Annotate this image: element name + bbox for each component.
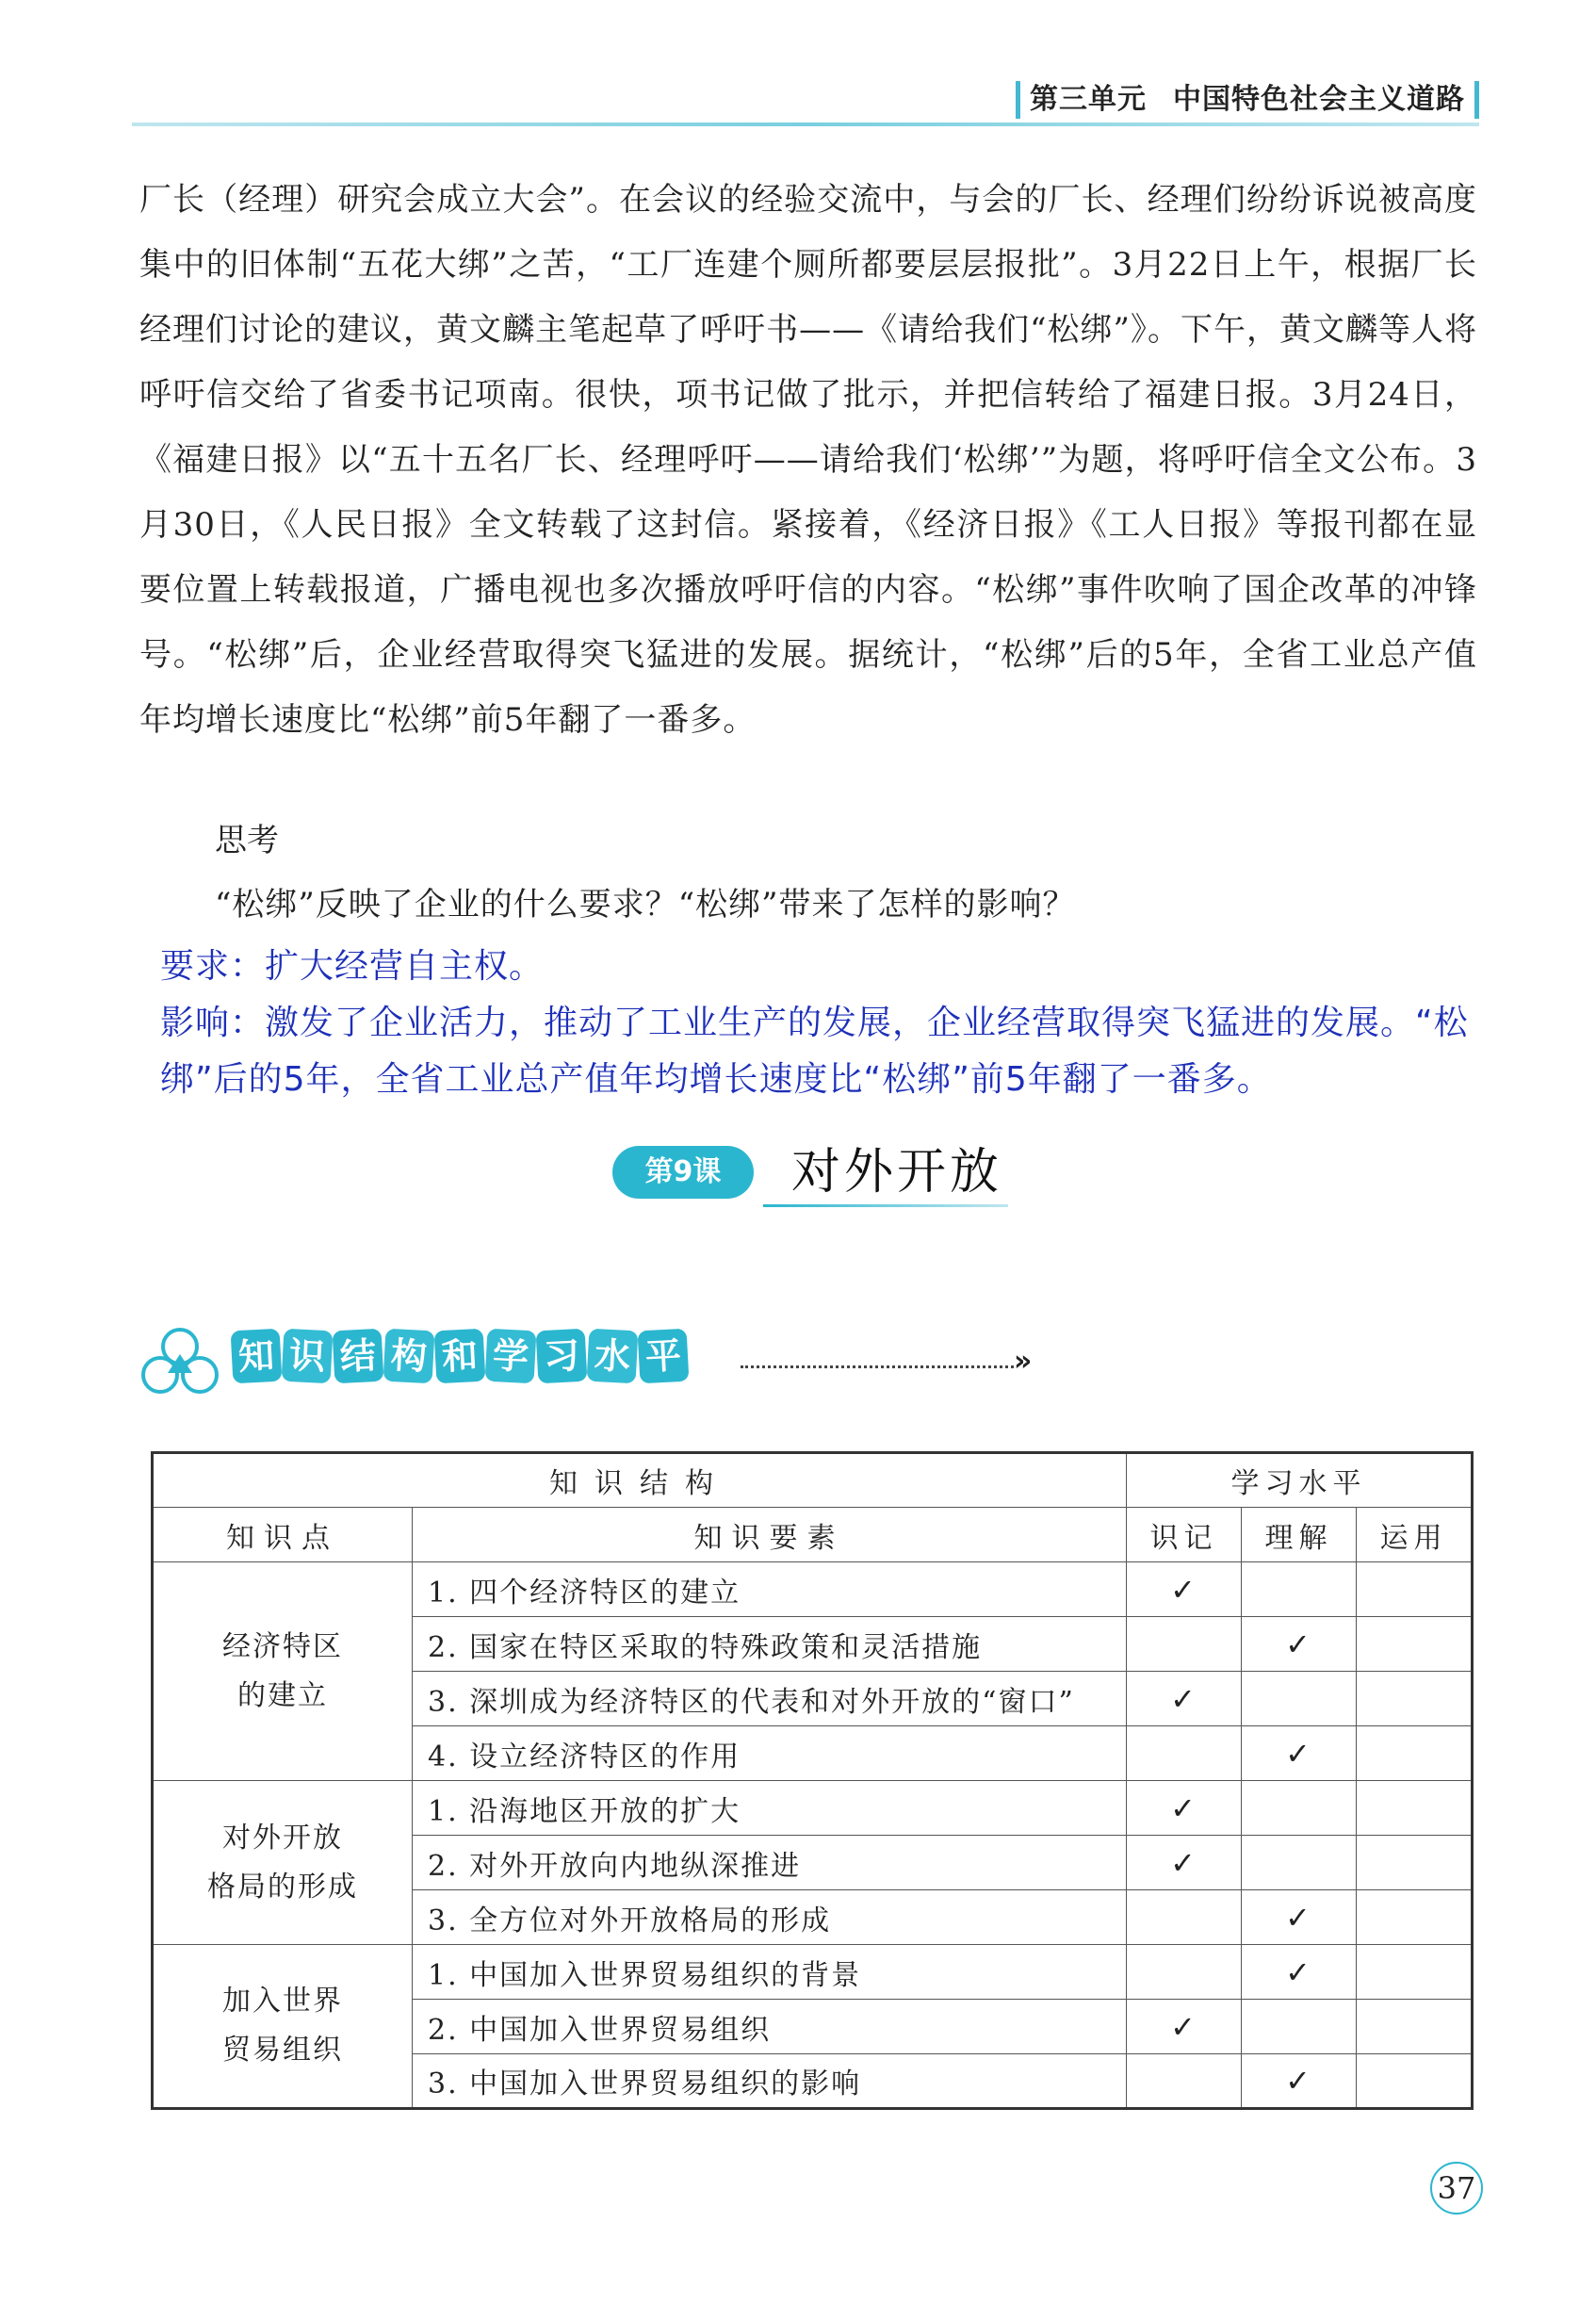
section-title-char: 学 xyxy=(485,1329,537,1384)
level-cell xyxy=(1357,1945,1473,2000)
check-mark-icon: ✓ xyxy=(1242,1945,1357,2000)
section-title-char: 习 xyxy=(536,1329,588,1384)
element-cell: 1. 四个经济特区的建立 xyxy=(413,1562,1127,1617)
element-cell: 3. 深圳成为经济特区的代表和对外开放的“窗口” xyxy=(413,1672,1127,1726)
check-mark-icon: ✓ xyxy=(1127,1672,1242,1726)
level-cell xyxy=(1357,1781,1473,1836)
level-cell xyxy=(1357,2054,1473,2109)
col-element: 知识要素 xyxy=(413,1508,1127,1562)
topic-line: 的建立 xyxy=(237,1678,328,1712)
lesson-title xyxy=(612,1142,1008,1218)
triangle-circles-icon xyxy=(138,1326,222,1398)
element-cell: 4. 设立经济特区的作用 xyxy=(413,1726,1127,1781)
level-cell xyxy=(1242,1672,1357,1726)
unit-label: 第三单元 xyxy=(1030,83,1147,116)
topic-line: 加入世界 xyxy=(222,1985,343,2018)
header-divider xyxy=(132,123,1479,126)
topic-cell xyxy=(153,1945,413,2109)
element-cell: 2. 中国加入世界贸易组织 xyxy=(413,2000,1127,2054)
level-cell xyxy=(1242,1781,1357,1836)
table-subheader-row xyxy=(153,1508,1473,1562)
level-cell xyxy=(1357,1562,1473,1617)
topic-line: 经济特区 xyxy=(222,1629,343,1663)
section-dotted-line xyxy=(741,1365,1014,1368)
paragraph-text: 厂长（经理）研究会成立大会”。在会议的经验交流中，与会的厂长、经理们纷纷诉说被高度集中的旧体制“五花大绑”之苦，“工厂连建个厕所都要层层报批”。3月22日上午，根据厂长经理们讨论的建议，黄文麟主笔起草了呼吁书——《请给我们“松绑”》。下午，黄文麟等人将呼吁信交给了省委书记项南。很快，项书记做了批示，并把信转给了福建日报。3月24日，《福建日报》以“五十五名厂长、经理呼吁——请给我们‘松绑’”为题，将呼吁信全文公布。3月30日，《人民日报》全文转载了这封信。紧接着，《经济日报》《工人日报》等报刊都在显要位置上转载报道，广播电视也多次播放呼吁信的内容。“松绑”事件吹响了国企改革的冲锋号。“松绑”后，企业经营取得突飞猛进的发展。据统计，“松绑”后的5年，全省工业总产值年均增长速度比“松绑”前5年翻了一番多。 xyxy=(139,181,1477,739)
level-cell xyxy=(1357,1890,1473,1945)
answer-requirement: 要求：扩大经营自主权。 xyxy=(160,947,545,986)
level-cell xyxy=(1127,1726,1242,1781)
check-mark-icon: ✓ xyxy=(1242,1890,1357,1945)
element-cell: 1. 沿海地区开放的扩大 xyxy=(413,1781,1127,1836)
level-cell xyxy=(1357,1726,1473,1781)
page-header xyxy=(132,77,1479,126)
level-cell xyxy=(1242,1836,1357,1890)
level-cell xyxy=(1357,1672,1473,1726)
check-mark-icon: ✓ xyxy=(1242,2054,1357,2109)
section-title-char: 识 xyxy=(282,1329,334,1384)
check-mark-icon: ✓ xyxy=(1242,1617,1357,1672)
check-mark-icon: ✓ xyxy=(1127,1781,1242,1836)
level-cell xyxy=(1357,2000,1473,2054)
body-paragraph xyxy=(139,168,1477,753)
topic-line: 格局的形成 xyxy=(207,1870,358,1904)
level-cell xyxy=(1127,2054,1242,2109)
topic-line: 贸易组织 xyxy=(222,2034,343,2067)
think-heading: 思考 xyxy=(215,822,279,859)
header-label xyxy=(1016,81,1479,119)
level-cell xyxy=(1127,1617,1242,1672)
level-cell xyxy=(1127,1945,1242,2000)
table-row xyxy=(153,1562,1473,1617)
col-level-memorize: 识记 xyxy=(1127,1508,1242,1562)
check-mark-icon: ✓ xyxy=(1242,1726,1357,1781)
answer-impact: 影响：激发了企业活力，推动了工业生产的发展，企业经营取得突飞猛进的发展。“松绑”后的5年，全省工业总产值年均增长速度比“松绑”前5年翻了一番多。 xyxy=(160,1004,1469,1099)
lesson-badge: 第9课 xyxy=(612,1146,754,1199)
level-cell xyxy=(1242,2000,1357,2054)
think-question: “松绑”反映了企业的什么要求？“松绑”带来了怎样的影响？ xyxy=(215,886,1076,923)
lesson-underline xyxy=(763,1204,1008,1207)
element-cell: 2. 国家在特区采取的特殊政策和灵活措施 xyxy=(413,1617,1127,1672)
col-topic: 知识点 xyxy=(153,1508,413,1562)
section-title-char: 构 xyxy=(383,1329,435,1384)
header-level: 学习水平 xyxy=(1127,1453,1473,1508)
handwritten-answer xyxy=(160,939,1479,1108)
header-structure: 知识结构 xyxy=(153,1453,1127,1508)
section-title-char: 和 xyxy=(434,1329,486,1384)
topic-cell xyxy=(153,1562,413,1781)
page-number: 37 xyxy=(1430,2162,1483,2215)
knowledge-table xyxy=(151,1451,1474,2110)
topic-line: 对外开放 xyxy=(222,1821,343,1855)
element-cell: 2. 对外开放向内地纵深推进 xyxy=(413,1836,1127,1890)
section-title-char: 水 xyxy=(587,1329,639,1384)
level-cell xyxy=(1127,1890,1242,1945)
unit-title: 中国特色社会主义道路 xyxy=(1173,83,1465,116)
section-banner xyxy=(138,1324,1033,1399)
section-arrow: » xyxy=(1014,1345,1033,1378)
check-mark-icon: ✓ xyxy=(1127,1562,1242,1617)
element-cell: 1. 中国加入世界贸易组织的背景 xyxy=(413,1945,1127,2000)
col-level-apply: 运用 xyxy=(1357,1508,1473,1562)
check-mark-icon: ✓ xyxy=(1127,1836,1242,1890)
lesson-name: 对外开放 xyxy=(791,1144,1003,1201)
table-header-row xyxy=(153,1453,1473,1508)
table-row xyxy=(153,1781,1473,1836)
level-cell xyxy=(1357,1617,1473,1672)
level-cell xyxy=(1357,1836,1473,1890)
level-cell xyxy=(1242,1562,1357,1617)
check-mark-icon: ✓ xyxy=(1127,2000,1242,2054)
table-row xyxy=(153,1945,1473,2000)
section-title-char: 平 xyxy=(638,1329,690,1384)
section-title-char: 知 xyxy=(231,1329,283,1384)
element-cell: 3. 中国加入世界贸易组织的影响 xyxy=(413,2054,1127,2109)
col-level-understand: 理解 xyxy=(1242,1508,1357,1562)
topic-cell xyxy=(153,1781,413,1945)
section-title xyxy=(232,1330,688,1386)
element-cell: 3. 全方位对外开放格局的形成 xyxy=(413,1890,1127,1945)
section-title-char: 结 xyxy=(333,1329,384,1384)
